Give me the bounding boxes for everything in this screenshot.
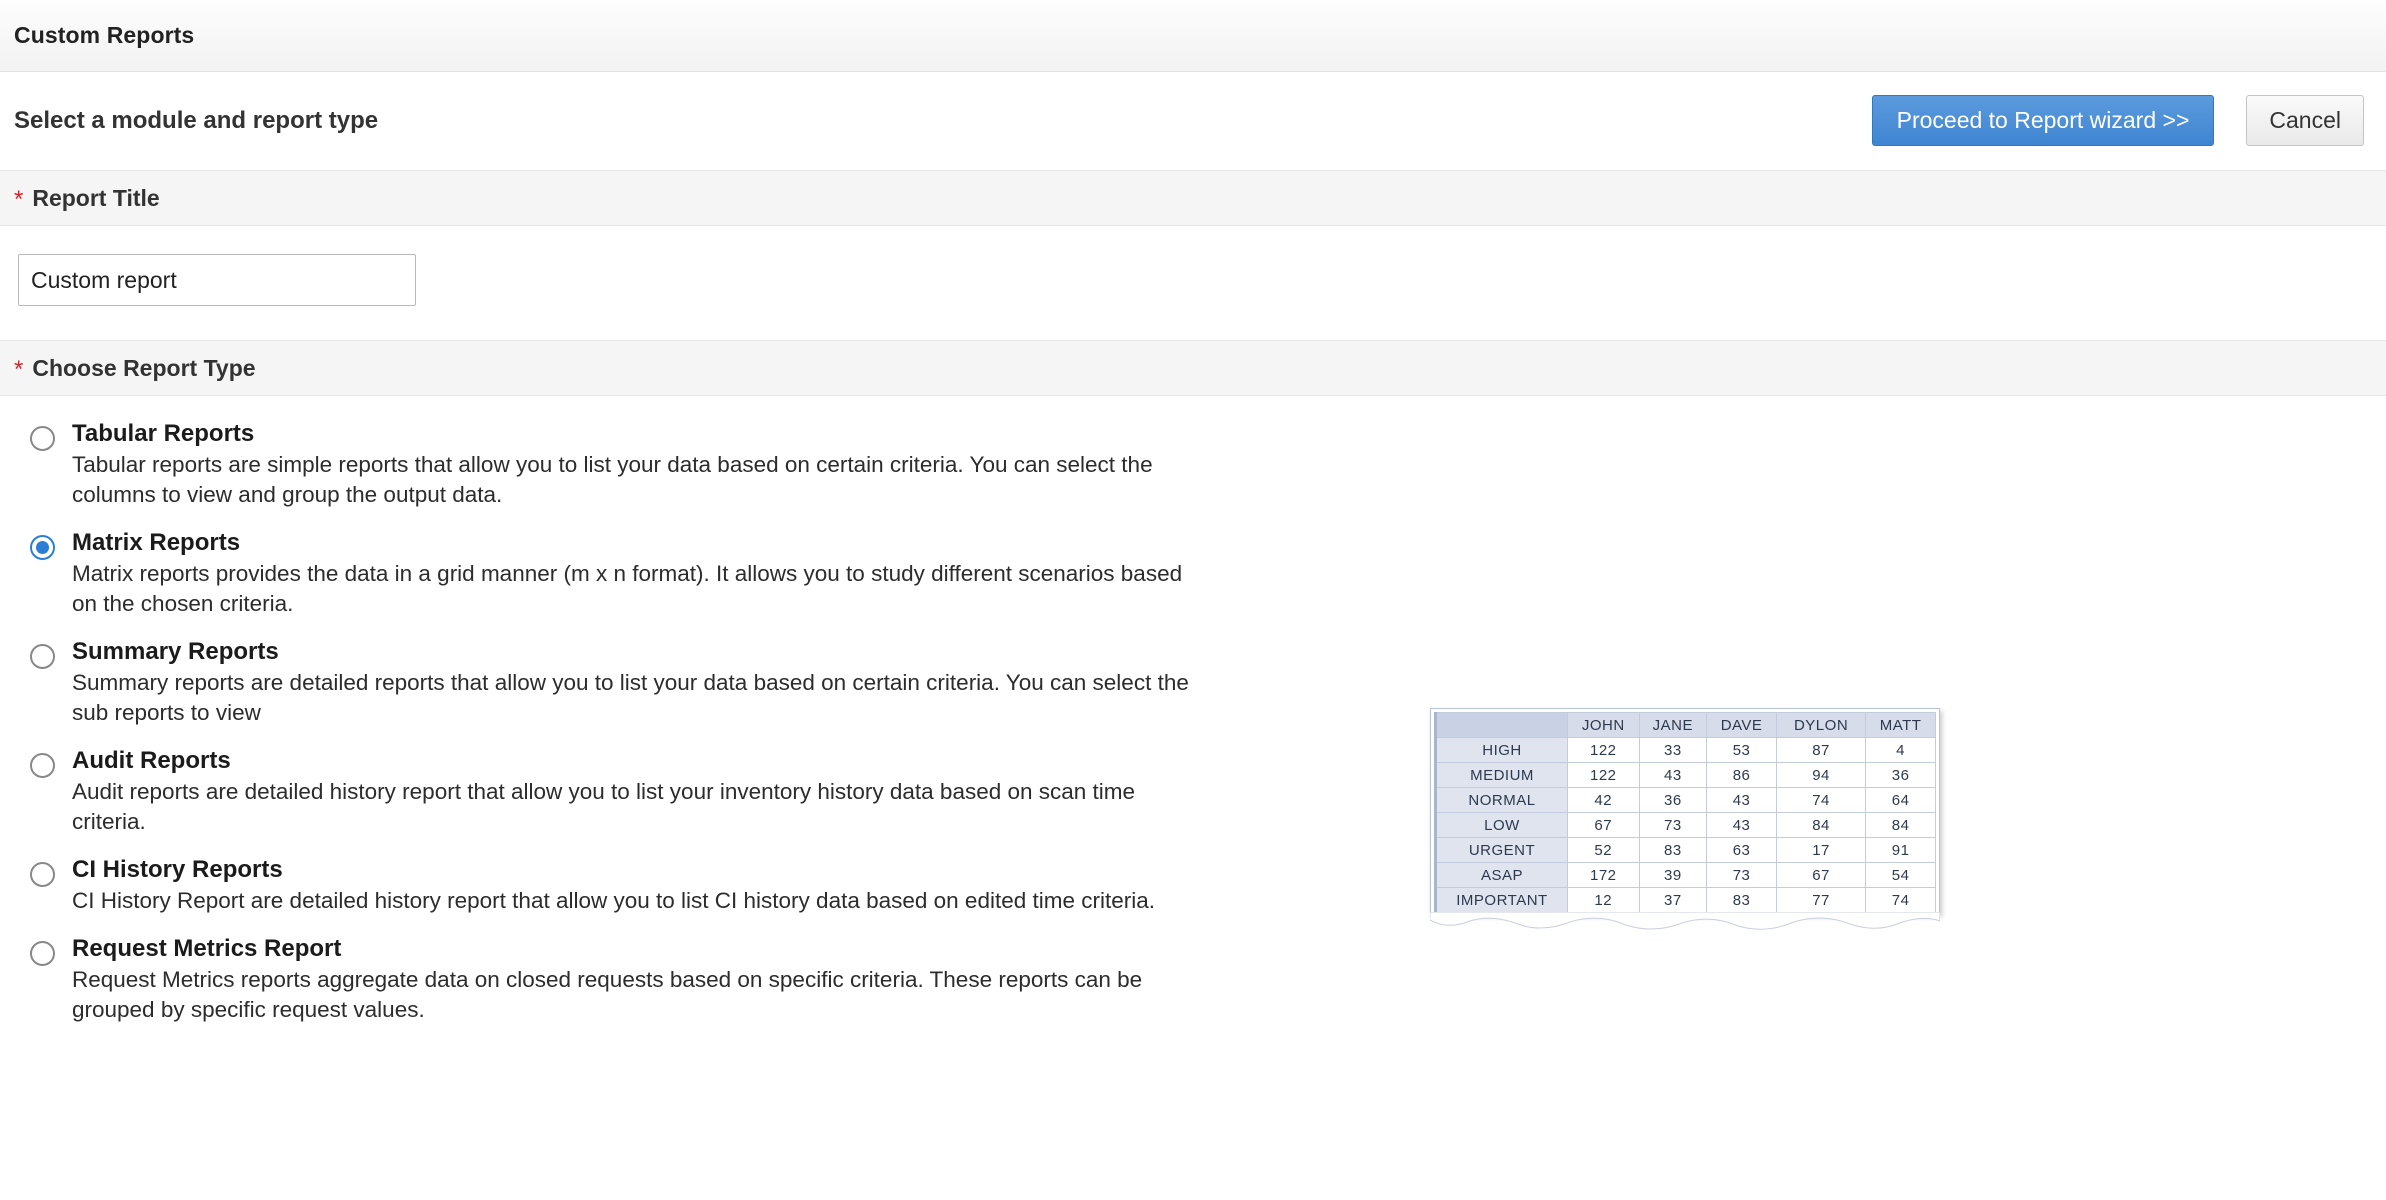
label-request-metrics-report[interactable]: Request Metrics Report: [72, 935, 342, 963]
matrix-cell: 87: [1776, 738, 1865, 763]
matrix-col-corner: [1436, 713, 1568, 738]
matrix-preview-head: [1436, 713, 1936, 738]
table-row: [1436, 763, 1936, 788]
option-text: [72, 933, 1197, 1039]
matrix-cell: 17: [1776, 838, 1865, 863]
matrix-cell: 67: [1776, 863, 1865, 888]
matrix-cell: 122: [1568, 763, 1640, 788]
matrix-cell: 83: [1707, 888, 1777, 913]
table-row: [1436, 863, 1936, 888]
matrix-col-john: JOHN: [1568, 713, 1640, 738]
matrix-cell: 84: [1776, 813, 1865, 838]
matrix-cell: 52: [1568, 838, 1640, 863]
radio-request-metrics-report[interactable]: [30, 941, 55, 966]
matrix-cell: 91: [1866, 838, 1936, 863]
matrix-cell: 54: [1866, 863, 1936, 888]
table-row: [1436, 738, 1936, 763]
matrix-cell: 94: [1776, 763, 1865, 788]
label-ci-history-reports[interactable]: CI History Reports: [72, 856, 283, 884]
window-title: Custom Reports: [14, 22, 195, 48]
matrix-col-dylon: DYLON: [1776, 713, 1865, 738]
matrix-cell: 74: [1866, 888, 1936, 913]
table-row: [1436, 813, 1936, 838]
matrix-cell: 36: [1866, 763, 1936, 788]
report-title-section-header: [0, 170, 2386, 226]
matrix-cell: 4: [1866, 738, 1936, 763]
report-type-option-summary[interactable]: [30, 636, 1380, 742]
report-type-area: [0, 396, 2386, 1042]
proceed-to-report-wizard-button[interactable]: Proceed to Report wizard >>: [1872, 95, 2215, 146]
radio-audit-reports[interactable]: [30, 753, 55, 778]
table-row: [1436, 788, 1936, 813]
matrix-cell: 64: [1866, 788, 1936, 813]
required-marker-icon: *: [14, 356, 24, 383]
report-type-option-audit[interactable]: [30, 745, 1380, 851]
report-title-label: Report Title: [32, 184, 160, 211]
option-text: [72, 745, 1197, 851]
matrix-cell: 43: [1707, 788, 1777, 813]
matrix-row-label: MEDIUM: [1436, 763, 1568, 788]
matrix-report-preview: [1430, 708, 1940, 934]
matrix-cell: 43: [1639, 763, 1707, 788]
action-bar: [0, 72, 2386, 170]
matrix-cell: 33: [1639, 738, 1707, 763]
matrix-col-dave: DAVE: [1707, 713, 1777, 738]
matrix-cell: 77: [1776, 888, 1865, 913]
table-row: [1436, 888, 1936, 913]
window-titlebar: [0, 0, 2386, 72]
matrix-preview-card: [1430, 708, 1940, 914]
report-type-option-request-metrics[interactable]: [30, 933, 1380, 1039]
matrix-cell: 122: [1568, 738, 1640, 763]
matrix-cell: 172: [1568, 863, 1640, 888]
label-summary-reports[interactable]: Summary Reports: [72, 638, 279, 666]
radio-summary-reports[interactable]: [30, 644, 55, 669]
description-summary-reports: Summary reports are detailed reports that allow you to list your data based on certain criteria. You can select the sub reports to view: [72, 670, 1189, 726]
matrix-row-label: IMPORTANT: [1436, 888, 1568, 913]
cancel-button[interactable]: Cancel: [2246, 95, 2364, 146]
matrix-cell: 63: [1707, 838, 1777, 863]
matrix-row-label: HIGH: [1436, 738, 1568, 763]
option-text: [72, 527, 1197, 633]
matrix-cell: 83: [1639, 838, 1707, 863]
matrix-preview-header-row: [1436, 713, 1936, 738]
matrix-cell: 73: [1639, 813, 1707, 838]
description-tabular-reports: Tabular reports are simple reports that allow you to list your data based on certain criteria. You can select the columns to view and group the output data.: [72, 452, 1153, 508]
report-type-options-list: [0, 418, 1380, 1042]
option-text: [72, 418, 1197, 524]
matrix-cell: 74: [1776, 788, 1865, 813]
matrix-cell: 37: [1639, 888, 1707, 913]
matrix-row-label: URGENT: [1436, 838, 1568, 863]
matrix-cell: 43: [1707, 813, 1777, 838]
matrix-row-label: LOW: [1436, 813, 1568, 838]
report-type-option-tabular[interactable]: [30, 418, 1380, 524]
matrix-cell: 67: [1568, 813, 1640, 838]
page-title: Select a module and report type: [14, 106, 379, 134]
report-type-option-ci-history[interactable]: [30, 854, 1380, 930]
report-preview-column: [1380, 418, 2386, 934]
table-row: [1436, 838, 1936, 863]
matrix-cell: 12: [1568, 888, 1640, 913]
option-text: [72, 854, 1155, 930]
radio-tabular-reports[interactable]: [30, 426, 55, 451]
matrix-cell: 42: [1568, 788, 1640, 813]
description-matrix-reports: Matrix reports provides the data in a grid manner (m x n format). It allows you to study different scenarios based on the chosen criteria.: [72, 561, 1183, 617]
description-audit-reports: Audit reports are detailed history report that allow you to list your inventory history data based on scan time criteria.: [72, 779, 1136, 835]
matrix-cell: 53: [1707, 738, 1777, 763]
label-matrix-reports[interactable]: Matrix Reports: [72, 529, 241, 557]
matrix-cell: 73: [1707, 863, 1777, 888]
required-marker-icon: *: [14, 186, 24, 213]
radio-ci-history-reports[interactable]: [30, 862, 55, 887]
matrix-cell: 84: [1866, 813, 1936, 838]
torn-paper-edge-icon: [1430, 912, 1940, 934]
matrix-preview-body: [1436, 738, 1936, 913]
radio-matrix-reports[interactable]: [30, 535, 55, 560]
matrix-cell: 39: [1639, 863, 1707, 888]
matrix-preview-table: [1434, 712, 1936, 913]
matrix-row-label: NORMAL: [1436, 788, 1568, 813]
label-audit-reports[interactable]: Audit Reports: [72, 747, 231, 775]
report-title-input[interactable]: [18, 254, 416, 306]
report-type-option-matrix[interactable]: [30, 527, 1380, 633]
report-type-label: Choose Report Type: [32, 354, 256, 381]
matrix-col-jane: JANE: [1639, 713, 1707, 738]
description-ci-history-reports: CI History Report are detailed history report that allow you to list CI history data based on edited time criteria.: [72, 888, 1155, 914]
matrix-row-label: ASAP: [1436, 863, 1568, 888]
description-request-metrics-report: Request Metrics reports aggregate data on closed requests based on specific criteria. These reports can be grouped by specific request values.: [72, 967, 1143, 1023]
matrix-cell: 36: [1639, 788, 1707, 813]
report-type-section-header: [0, 340, 2386, 396]
label-tabular-reports[interactable]: Tabular Reports: [72, 420, 255, 447]
matrix-col-matt: MATT: [1866, 713, 1936, 738]
option-text: [72, 636, 1197, 742]
matrix-cell: 86: [1707, 763, 1777, 788]
report-title-field-wrap: [0, 226, 2386, 340]
